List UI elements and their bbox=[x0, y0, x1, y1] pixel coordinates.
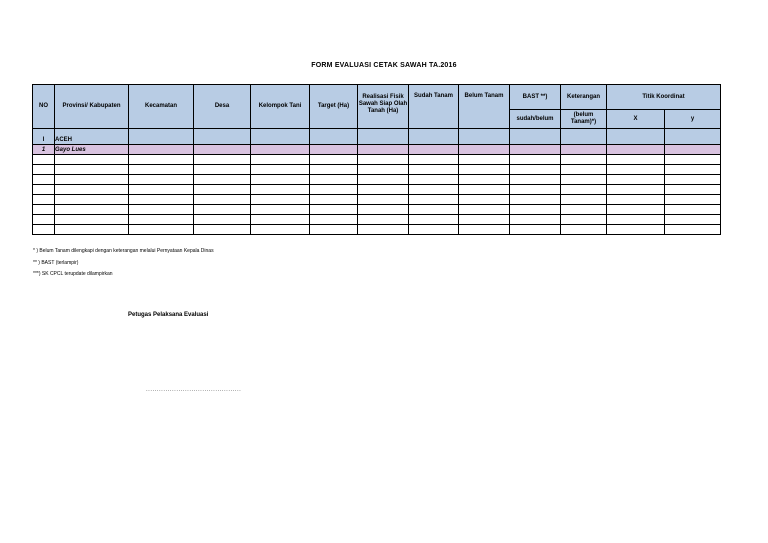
table-cell bbox=[33, 165, 55, 175]
table-row bbox=[33, 165, 721, 175]
table-cell bbox=[194, 165, 251, 175]
header-cell bbox=[607, 110, 665, 129]
province-name: ACEH bbox=[55, 137, 73, 143]
header-provinsi: Provinsi/ Kabupaten bbox=[62, 103, 121, 109]
table-cell bbox=[33, 195, 55, 205]
table-cell bbox=[251, 155, 310, 165]
header-cell bbox=[665, 110, 721, 129]
header-titik-koordinat: Titik Koordinat bbox=[642, 93, 685, 100]
table-row bbox=[33, 175, 721, 185]
table-cell bbox=[251, 165, 310, 175]
kabupaten-no-cell bbox=[33, 145, 55, 155]
header-cell bbox=[607, 85, 721, 110]
table-cell bbox=[409, 145, 459, 155]
table-cell bbox=[459, 205, 510, 215]
table-cell bbox=[510, 205, 561, 215]
table-cell bbox=[459, 129, 510, 145]
table-cell bbox=[55, 195, 129, 205]
table-cell bbox=[251, 205, 310, 215]
header-x: X bbox=[633, 115, 638, 122]
province-name-cell bbox=[55, 129, 129, 145]
header-kelompok-tani: Kelompok Tani bbox=[258, 103, 302, 109]
table-cell bbox=[55, 155, 129, 165]
province-row bbox=[33, 129, 721, 145]
table-cell bbox=[129, 155, 194, 165]
header-cell bbox=[194, 85, 251, 129]
table-cell bbox=[607, 129, 665, 145]
note-3: ***) SK CPCL terupdate dilampirkan bbox=[33, 271, 113, 277]
empty-rows bbox=[33, 155, 721, 235]
table-cell bbox=[561, 155, 607, 165]
table-cell bbox=[129, 215, 194, 225]
header-realisasi: Realisasi Fisik Sawah Siap Olah Tanah (Ha) bbox=[358, 94, 408, 114]
table-cell bbox=[459, 215, 510, 225]
table-cell bbox=[358, 185, 409, 195]
table-cell bbox=[409, 225, 459, 235]
table-cell bbox=[358, 165, 409, 175]
table-cell bbox=[33, 215, 55, 225]
table-row bbox=[33, 155, 721, 165]
table-cell bbox=[129, 205, 194, 215]
table-cell bbox=[194, 185, 251, 195]
header-cell bbox=[409, 85, 459, 129]
table-cell bbox=[510, 195, 561, 205]
table-cell bbox=[409, 185, 459, 195]
table-cell bbox=[409, 195, 459, 205]
table-cell bbox=[561, 185, 607, 195]
table-cell bbox=[459, 225, 510, 235]
table-cell bbox=[459, 195, 510, 205]
table-cell bbox=[409, 129, 459, 145]
table-cell bbox=[194, 215, 251, 225]
table-cell bbox=[561, 129, 607, 145]
table-cell bbox=[55, 225, 129, 235]
table-cell bbox=[409, 175, 459, 185]
header-cell bbox=[129, 85, 194, 129]
header-bast-sub: sudah/belum bbox=[516, 115, 554, 122]
table-cell bbox=[510, 175, 561, 185]
table-cell bbox=[607, 215, 665, 225]
table-cell bbox=[561, 195, 607, 205]
header-cell bbox=[310, 85, 358, 129]
table-cell bbox=[310, 215, 358, 225]
table-row bbox=[33, 185, 721, 195]
header-cell bbox=[561, 110, 607, 129]
table-cell bbox=[607, 145, 665, 155]
table-cell bbox=[459, 185, 510, 195]
header-keterangan-sub: (belum Tanam)*) bbox=[570, 112, 597, 125]
table-cell bbox=[409, 215, 459, 225]
table-cell bbox=[310, 165, 358, 175]
table-cell bbox=[55, 175, 129, 185]
table-row bbox=[33, 205, 721, 215]
table-cell bbox=[358, 225, 409, 235]
table-cell bbox=[129, 145, 194, 155]
table-cell bbox=[561, 145, 607, 155]
table-cell bbox=[607, 195, 665, 205]
table-cell bbox=[251, 145, 310, 155]
header-cell bbox=[358, 85, 409, 129]
table-cell bbox=[607, 165, 665, 175]
table-cell bbox=[55, 185, 129, 195]
table-cell bbox=[665, 215, 721, 225]
table-cell bbox=[607, 225, 665, 235]
table-cell bbox=[409, 165, 459, 175]
note-2: ** ) BAST (terlampir) bbox=[33, 260, 79, 266]
table-cell bbox=[358, 145, 409, 155]
kabupaten-name-cell bbox=[55, 145, 129, 155]
table-cell bbox=[310, 145, 358, 155]
header-no: NO bbox=[39, 103, 48, 109]
table-cell bbox=[310, 195, 358, 205]
table-cell bbox=[607, 175, 665, 185]
table-cell bbox=[409, 205, 459, 215]
table-cell bbox=[33, 225, 55, 235]
table-cell bbox=[33, 205, 55, 215]
table-cell bbox=[251, 215, 310, 225]
header-cell bbox=[55, 85, 129, 129]
table-cell bbox=[607, 185, 665, 195]
table-cell bbox=[310, 205, 358, 215]
table-cell bbox=[33, 155, 55, 165]
table-cell bbox=[129, 225, 194, 235]
table-cell bbox=[129, 195, 194, 205]
table-cell bbox=[33, 185, 55, 195]
table-cell bbox=[510, 155, 561, 165]
table-cell bbox=[194, 195, 251, 205]
table-cell bbox=[310, 185, 358, 195]
header-keterangan: Keterangan bbox=[566, 93, 600, 100]
table-cell bbox=[194, 145, 251, 155]
table-row bbox=[33, 215, 721, 225]
table-cell bbox=[665, 185, 721, 195]
kabupaten-name: Gayo Lues bbox=[55, 146, 86, 153]
header-desa: Desa bbox=[214, 103, 230, 109]
header-kecamatan: Kecamatan bbox=[144, 103, 177, 109]
table-cell bbox=[55, 165, 129, 175]
table-row bbox=[33, 195, 721, 205]
table-cell bbox=[33, 175, 55, 185]
table-cell bbox=[194, 225, 251, 235]
header-cell bbox=[510, 85, 561, 110]
kabupaten-row bbox=[33, 145, 721, 155]
province-no: I bbox=[42, 137, 45, 143]
table-cell bbox=[510, 215, 561, 225]
table-cell bbox=[251, 129, 310, 145]
header-y: y bbox=[690, 115, 695, 122]
table-cell bbox=[459, 165, 510, 175]
header-cell bbox=[33, 85, 55, 129]
table-cell bbox=[665, 195, 721, 205]
table-cell bbox=[510, 129, 561, 145]
table-cell bbox=[358, 175, 409, 185]
province-no-cell bbox=[33, 129, 55, 145]
table-cell bbox=[251, 175, 310, 185]
table-cell bbox=[194, 205, 251, 215]
header-cell bbox=[510, 110, 561, 129]
table-cell bbox=[55, 215, 129, 225]
table-cell bbox=[358, 129, 409, 145]
table-cell bbox=[459, 145, 510, 155]
table-cell bbox=[607, 155, 665, 165]
table-cell bbox=[310, 225, 358, 235]
table-cell bbox=[358, 195, 409, 205]
kabupaten-no: 1 bbox=[41, 146, 46, 153]
table-cell bbox=[665, 155, 721, 165]
table-cell bbox=[310, 129, 358, 145]
table-cell bbox=[251, 185, 310, 195]
table-cell bbox=[561, 165, 607, 175]
header-sudah-tanam: Sudah Tanam bbox=[414, 93, 453, 99]
note-1: * ) Belum Tanam dilengkapi dengan keterangan melalui Pernyataan Kepala Dinas bbox=[33, 248, 214, 254]
table-cell bbox=[665, 165, 721, 175]
table-cell bbox=[358, 155, 409, 165]
evaluation-table bbox=[32, 84, 721, 235]
header-bast: BAST **) bbox=[522, 93, 548, 100]
header-cell bbox=[561, 85, 607, 110]
table-cell bbox=[129, 129, 194, 145]
table-cell bbox=[607, 205, 665, 215]
table-cell bbox=[459, 175, 510, 185]
table-cell bbox=[510, 165, 561, 175]
table-cell bbox=[561, 225, 607, 235]
header-target: Target (Ha) bbox=[317, 103, 350, 109]
table-cell bbox=[310, 175, 358, 185]
table-cell bbox=[510, 145, 561, 155]
table-cell bbox=[310, 155, 358, 165]
table-cell bbox=[665, 175, 721, 185]
table-cell bbox=[194, 155, 251, 165]
table-cell bbox=[459, 155, 510, 165]
table-cell bbox=[665, 205, 721, 215]
table-cell bbox=[561, 215, 607, 225]
table-cell bbox=[129, 165, 194, 175]
header-belum-tanam: Belum Tanam bbox=[464, 93, 504, 99]
signature-label: Petugas Pelaksana Evaluasi bbox=[128, 312, 209, 318]
table-cell bbox=[409, 155, 459, 165]
table-cell bbox=[194, 129, 251, 145]
table-cell bbox=[251, 225, 310, 235]
header-row-1 bbox=[33, 85, 721, 110]
signature-line: ............................................ bbox=[146, 387, 242, 393]
table-cell bbox=[251, 195, 310, 205]
form-title: FORM EVALUASI CETAK SAWAH TA.2016 bbox=[311, 62, 457, 69]
table-cell bbox=[129, 175, 194, 185]
table-cell bbox=[665, 129, 721, 145]
table-cell bbox=[665, 145, 721, 155]
table-cell bbox=[561, 205, 607, 215]
table-cell bbox=[358, 215, 409, 225]
table-cell bbox=[129, 185, 194, 195]
table-cell bbox=[194, 175, 251, 185]
table-row bbox=[33, 225, 721, 235]
table-cell bbox=[510, 185, 561, 195]
table-cell bbox=[55, 205, 129, 215]
table-cell bbox=[561, 175, 607, 185]
table-cell bbox=[665, 225, 721, 235]
header-cell bbox=[251, 85, 310, 129]
header-cell bbox=[459, 85, 510, 129]
table-cell bbox=[510, 225, 561, 235]
table-cell bbox=[358, 205, 409, 215]
